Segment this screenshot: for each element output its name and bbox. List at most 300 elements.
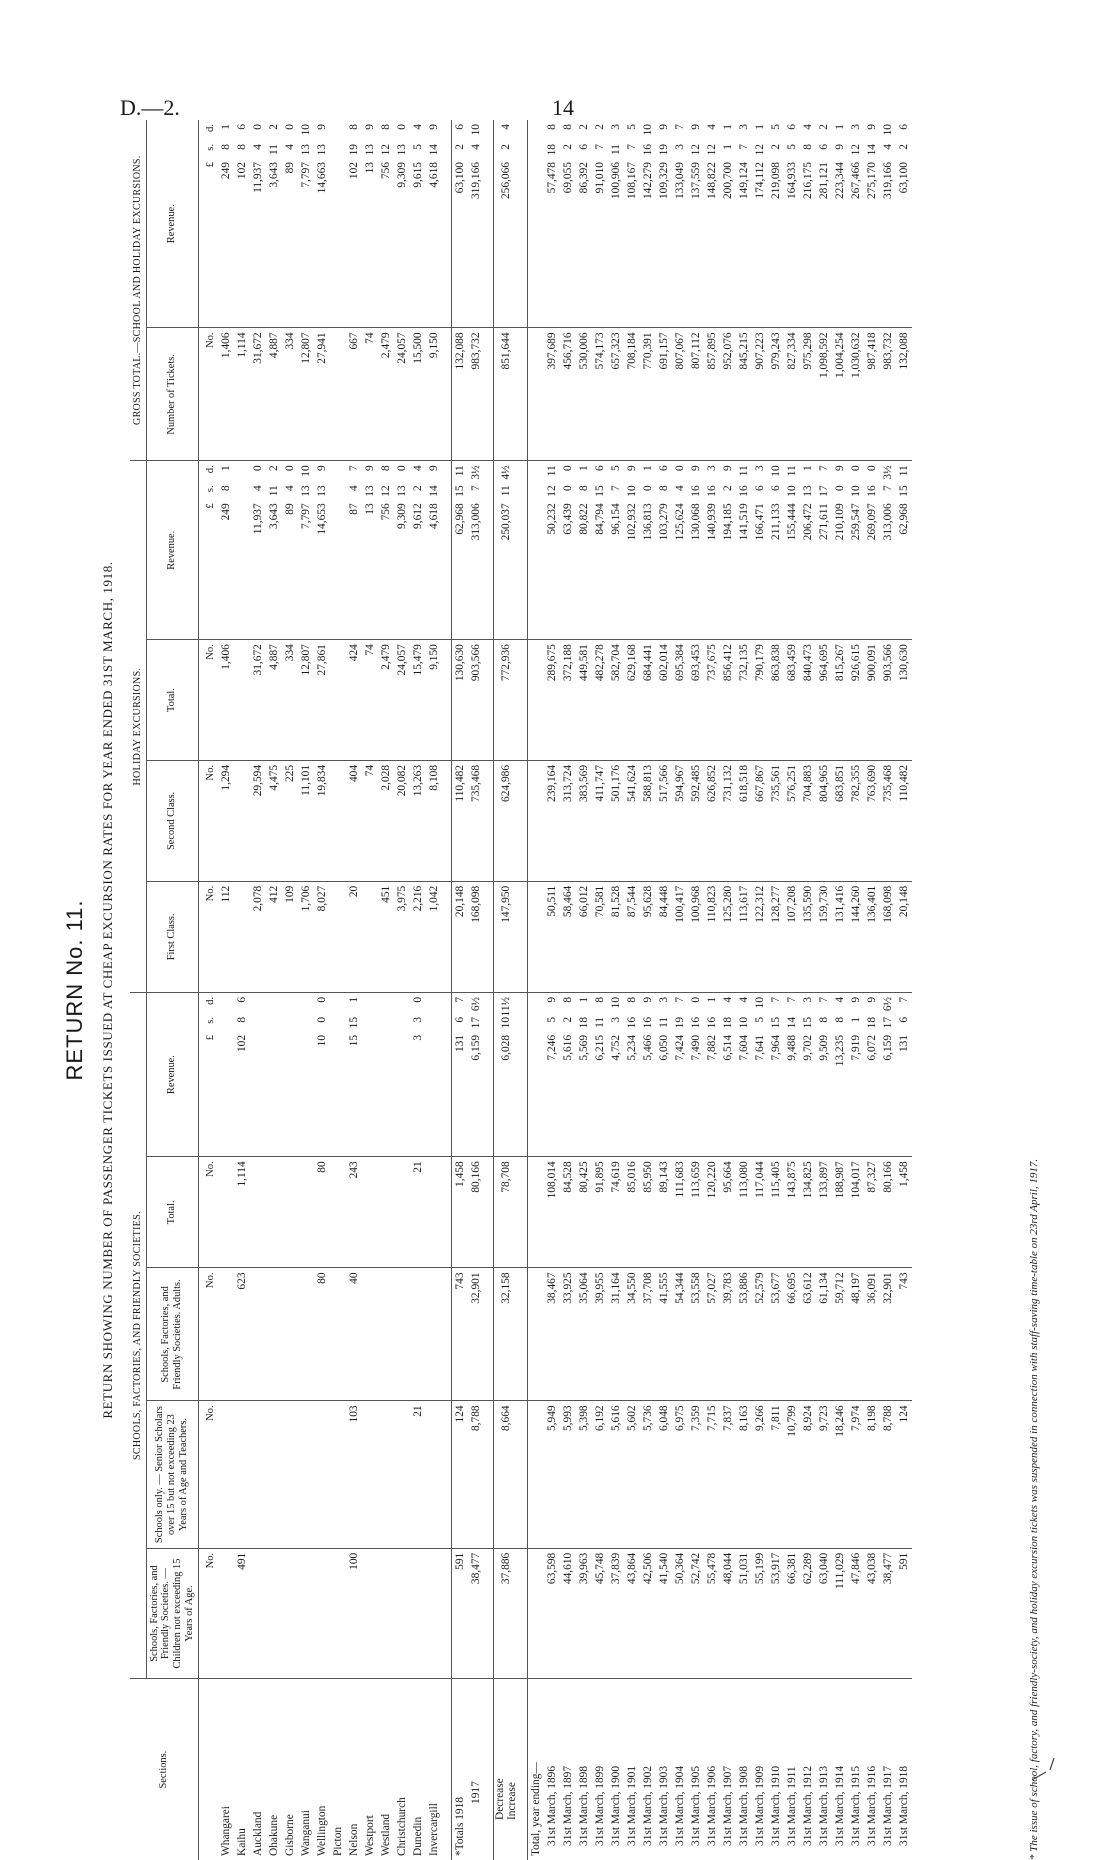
- cell-gross-revenue: [592, 120, 608, 328]
- cell-holiday-total: 334: [282, 640, 298, 761]
- cell-gross-revenue-pence: 9: [866, 124, 879, 130]
- cell-first-class: 70,581: [592, 881, 608, 992]
- cell-holiday-revenue-pounds: 125,624: [674, 503, 687, 541]
- cell-gross-revenue-shillings: 12: [850, 144, 863, 156]
- history-row: [864, 120, 880, 1860]
- cell-schools-revenue-pounds: 7,246: [546, 1034, 559, 1061]
- cell-gross-revenue-pence: 4: [802, 124, 815, 130]
- cell-gross-revenue: [282, 120, 298, 328]
- col-schools-revenue: Revenue.: [146, 992, 199, 1156]
- cell-gross-revenue-pence: 0: [396, 124, 409, 130]
- section-name: Invercargill: [428, 1803, 441, 1856]
- cell-gross-revenue-pence: 9: [316, 124, 329, 130]
- history-year: 31st March, 1911: [786, 1766, 799, 1846]
- cell-schools-revenue-pence: 11½: [500, 996, 513, 1017]
- cell-senior: 5,616: [608, 1401, 624, 1548]
- cell-schools-revenue-shillings: 16: [626, 1016, 639, 1029]
- cell-schools-total: 91,895: [592, 1157, 608, 1268]
- history-year: 31st March, 1913: [818, 1765, 831, 1846]
- cell-children: [314, 1548, 330, 1678]
- cell-schools-revenue-shillings: 1: [850, 1016, 863, 1023]
- cell-adults: [266, 1268, 282, 1401]
- cell-holiday-revenue-pounds: 9,612: [412, 503, 425, 529]
- cell-gross-tickets: 15,500: [410, 328, 426, 461]
- cell-children: [266, 1548, 282, 1678]
- cell-first-class: 3,975: [394, 881, 410, 992]
- cell-gross-revenue-pounds: 89: [284, 162, 297, 174]
- cell-holiday-revenue-pence: 10: [300, 465, 313, 477]
- cell-holiday-revenue: [896, 461, 912, 640]
- unit-no: No.: [199, 1401, 219, 1548]
- cell-children: [250, 1548, 266, 1678]
- cell-holiday-total: 1,406: [218, 640, 234, 761]
- cell-gross-revenue: [394, 120, 410, 328]
- cell-children: 43,038: [864, 1548, 880, 1678]
- unit-pence: d.: [204, 996, 216, 1005]
- cell-second-class: 29,594: [250, 760, 266, 881]
- unit-money: [199, 461, 219, 640]
- cell-second-class: 782,355: [848, 760, 864, 881]
- cell-children: [282, 1548, 298, 1678]
- cell-senior: 5,602: [624, 1401, 640, 1548]
- cell-holiday-revenue: [656, 461, 672, 640]
- cell-gross-revenue-shillings: 1: [722, 144, 735, 150]
- cell-gross-tickets: 952,076: [720, 328, 736, 461]
- section-row: [314, 120, 330, 1860]
- cell-holiday-revenue-pounds: 89: [284, 503, 297, 515]
- cell-first-class: 113,617: [736, 881, 752, 992]
- cell-holiday-revenue-pounds: 84,794: [594, 503, 607, 535]
- cell-first-class: 84,448: [656, 881, 672, 992]
- cell-gross-revenue: [314, 120, 330, 328]
- cell-gross-revenue-pounds: 142,279: [642, 162, 655, 200]
- cell-first-class: 131,416: [832, 881, 848, 992]
- cell-schools-total: 89,143: [656, 1157, 672, 1268]
- cell-schools-revenue: [672, 992, 688, 1156]
- history-year: 31st March, 1903: [658, 1765, 671, 1846]
- cell-schools-total: 113,080: [736, 1157, 752, 1268]
- section-name: Wellington: [316, 1805, 329, 1856]
- cell-gross-revenue-shillings: 2: [770, 144, 783, 150]
- cell-holiday-revenue-pence: 0: [396, 465, 409, 472]
- cell-holiday-total: 9,150: [426, 640, 442, 761]
- cell-gross-revenue-pence: 6: [786, 124, 799, 130]
- cell-adults: 38,467: [544, 1268, 560, 1401]
- cell-holiday-revenue-pence: 9: [626, 465, 639, 472]
- cell-first-class: 2,216: [410, 881, 426, 992]
- cell-holiday-total: 130,630: [896, 640, 912, 761]
- pencil-marks: [1030, 1750, 1070, 1790]
- cell-gross-revenue-pence: 2: [818, 124, 831, 130]
- cell-gross-tickets: 397,689: [544, 328, 560, 461]
- cell-adults: [330, 1268, 346, 1401]
- col-adults: Schools, Factories, and Friendly Societies. Adults.: [146, 1268, 199, 1401]
- cell-schools-revenue-shillings: 10: [738, 1016, 751, 1029]
- cell-schools-revenue-shillings: 5: [546, 1016, 559, 1023]
- cell-gross-tickets: [330, 328, 346, 461]
- cell-schools-revenue-pence: 4: [738, 996, 751, 1003]
- cell-children: 491: [234, 1548, 250, 1678]
- cell-holiday-total: 27,861: [314, 640, 330, 761]
- cell-schools-revenue-shillings: 16: [642, 1016, 655, 1029]
- section-name: Auckland: [252, 1811, 265, 1856]
- cell-children: [378, 1548, 394, 1678]
- cell-holiday-revenue-pence: 9: [722, 465, 735, 472]
- cell-gross-revenue: [880, 120, 896, 328]
- cell-holiday-total: 24,057: [394, 640, 410, 761]
- cell-gross-revenue-pounds: 216,175: [802, 162, 815, 200]
- cell-gross-revenue-pence: 10: [470, 124, 483, 136]
- cell-schools-total: 1,114: [234, 1157, 250, 1268]
- cell-holiday-revenue-shillings: 11: [268, 485, 281, 497]
- cell-holiday-revenue-pounds: 62,968: [454, 503, 467, 535]
- cell-schools-total: 78,708: [494, 1157, 519, 1268]
- cell-schools-total: 95,664: [720, 1157, 736, 1268]
- cell-holiday-total: 74: [362, 640, 378, 761]
- cell-holiday-revenue-shillings: 6: [770, 485, 783, 492]
- cell-schools-revenue-pounds: 5,466: [642, 1034, 655, 1061]
- cell-schools-revenue: [378, 992, 394, 1156]
- cell-gross-revenue: [864, 120, 880, 328]
- history-year: 31st March, 1915: [850, 1765, 863, 1846]
- unit-row: [199, 120, 219, 1860]
- cell-gross-revenue: [816, 120, 832, 328]
- cell-schools-revenue: [544, 992, 560, 1156]
- section-row: [250, 120, 266, 1860]
- cell-children: 63,598: [544, 1548, 560, 1678]
- cell-first-class: 20: [346, 881, 362, 992]
- cell-schools-revenue: [736, 992, 752, 1156]
- cell-schools-revenue: [832, 992, 848, 1156]
- cell-schools-total: 120,220: [704, 1157, 720, 1268]
- cell-gross-revenue: [362, 120, 378, 328]
- cell-adults: 53,677: [768, 1268, 784, 1401]
- cell-gross-tickets: 74: [362, 328, 378, 461]
- cell-first-class: 2,078: [250, 881, 266, 992]
- cell-holiday-revenue: [452, 461, 469, 640]
- history-row: [880, 120, 896, 1860]
- cell-schools-revenue-shillings: 16: [690, 1016, 703, 1029]
- cell-holiday-revenue-pounds: 87: [348, 503, 361, 515]
- history-label-row: [528, 120, 545, 1860]
- cell-holiday-revenue-shillings: 4: [674, 485, 687, 492]
- cell-adults: 52,579: [752, 1268, 768, 1401]
- cell-schools-total: [218, 1157, 234, 1268]
- cell-schools-total: 111,683: [672, 1157, 688, 1268]
- cell-second-class: 624,986: [494, 760, 519, 881]
- cell-senior: 8,788: [468, 1401, 484, 1548]
- cell-schools-revenue-pence: 10: [754, 996, 767, 1009]
- cell-gross-tickets: 987,418: [864, 328, 880, 461]
- cell-schools-revenue: [394, 992, 410, 1156]
- cell-gross-tickets: 9,150: [426, 328, 442, 461]
- section-row: [266, 120, 282, 1860]
- unit-no: No.: [199, 760, 219, 881]
- cell-holiday-revenue-pence: 9: [364, 465, 377, 472]
- cell-holiday-revenue-shillings: 6: [754, 485, 767, 492]
- cell-gross-tickets: 27,941: [314, 328, 330, 461]
- cell-gross-revenue-shillings: 2: [562, 144, 575, 150]
- cell-senior: 8,924: [800, 1401, 816, 1548]
- cell-holiday-revenue: [784, 461, 800, 640]
- cell-gross-tickets: 708,184: [624, 328, 640, 461]
- cell-holiday-revenue-shillings: 13: [802, 485, 815, 497]
- cell-gross-revenue: [832, 120, 848, 328]
- cell-gross-revenue-pence: 6: [898, 124, 911, 130]
- cell-senior: [378, 1401, 394, 1548]
- cell-gross-revenue-pence: 1: [754, 124, 767, 130]
- cell-gross-revenue: [234, 120, 250, 328]
- cell-holiday-revenue-pence: 6: [594, 465, 607, 472]
- cell-schools-total: [298, 1157, 314, 1268]
- cell-gross-revenue-pence: 9: [364, 124, 377, 130]
- cell-schools-total: [426, 1157, 442, 1268]
- cell-gross-revenue: [736, 120, 752, 328]
- cell-adults: 41,555: [656, 1268, 672, 1401]
- history-row: [800, 120, 816, 1860]
- cell-second-class: 541,624: [624, 760, 640, 881]
- cell-holiday-revenue-pounds: 140,939: [706, 503, 719, 541]
- cell-holiday-total: 130,630: [452, 640, 469, 761]
- cell-schools-revenue-shillings: 18: [866, 1016, 879, 1029]
- spacer-row: [518, 120, 528, 1860]
- cell-holiday-revenue: [234, 461, 250, 640]
- cell-schools-revenue-pence: 10: [610, 996, 623, 1009]
- spacer-row: [442, 120, 452, 1860]
- cell-schools-revenue: [282, 992, 298, 1156]
- cell-senior: 8,664: [494, 1401, 519, 1548]
- cell-schools-revenue: [592, 992, 608, 1156]
- cell-holiday-revenue: [314, 461, 330, 640]
- cell-adults: 66,695: [784, 1268, 800, 1401]
- section-row: [378, 120, 394, 1860]
- cell-holiday-revenue: [816, 461, 832, 640]
- cell-first-class: 451: [378, 881, 394, 992]
- cell-schools-total: 243: [346, 1157, 362, 1268]
- cell-holiday-revenue: [394, 461, 410, 640]
- cell-children: [330, 1548, 346, 1678]
- cell-holiday-revenue-shillings: 16: [706, 485, 719, 497]
- cell-gross-revenue: [468, 120, 484, 328]
- cell-gross-revenue-pounds: 137,559: [690, 162, 703, 200]
- cell-children: 52,742: [688, 1548, 704, 1678]
- unit-pound: £: [204, 1034, 216, 1041]
- cell-holiday-revenue: [768, 461, 784, 640]
- cell-first-class: 110,823: [704, 881, 720, 992]
- cell-gross-tickets: 857,895: [704, 328, 720, 461]
- cell-children: 43,864: [624, 1548, 640, 1678]
- section-name: Wanganui: [300, 1810, 313, 1856]
- footnote: * The issue of school, factory, and friendly-society, and holiday excursion tickets was suspended in connection with staff-saving time-table on 23rd April, 1917.: [1028, 1158, 1040, 1860]
- cell-holiday-revenue-pounds: 250,037: [500, 503, 513, 541]
- cell-schools-revenue-pounds: 5,616: [562, 1034, 575, 1061]
- history-row: [704, 120, 720, 1860]
- cell-gross-tickets: 132,088: [452, 328, 469, 461]
- group-gross: GROSS TOTAL.—SCHOOL AND HOLIDAY EXCURSIONS.: [130, 120, 146, 461]
- cell-holiday-revenue-pence: 8: [380, 465, 393, 472]
- cell-gross-revenue-pence: 3: [738, 124, 751, 130]
- return-title: RETURN No. 11.: [62, 899, 87, 1081]
- cell-holiday-revenue-pounds: 62,968: [898, 503, 911, 535]
- unit-pound: £: [204, 162, 216, 168]
- cell-gross-revenue-pounds: 14,663: [316, 162, 329, 194]
- cell-holiday-revenue-pence: 9: [316, 465, 329, 472]
- cell-holiday-revenue-shillings: 17: [818, 485, 831, 497]
- cell-children: [298, 1548, 314, 1678]
- cell-gross-revenue-shillings: 8: [236, 144, 249, 150]
- totals-year: 1917: [470, 1781, 483, 1804]
- cell-gross-revenue-pounds: 148,822: [706, 162, 719, 200]
- cell-senior: [314, 1401, 330, 1548]
- cell-gross-tickets: 132,088: [896, 328, 912, 461]
- cell-schools-revenue-pounds: 7,641: [754, 1034, 767, 1061]
- cell-children: [410, 1548, 426, 1678]
- cell-holiday-revenue-pounds: 80,822: [578, 503, 591, 535]
- cell-holiday-revenue-pence: 9: [428, 465, 441, 472]
- history-year: 31st March, 1910: [770, 1765, 783, 1846]
- cell-gross-revenue-pounds: 3,643: [268, 162, 281, 188]
- cell-first-class: 168,098: [468, 881, 484, 992]
- cell-second-class: 11,101: [298, 760, 314, 881]
- cell-holiday-revenue-pounds: 63,439: [562, 503, 575, 535]
- cell-schools-revenue: [848, 992, 864, 1156]
- cell-gross-tickets: 4,887: [266, 328, 282, 461]
- cell-gross-tickets: 827,334: [784, 328, 800, 461]
- history-year: 31st March, 1916: [866, 1765, 879, 1846]
- cell-holiday-revenue-pounds: 313,006: [882, 503, 895, 541]
- cell-first-class: 107,208: [784, 881, 800, 992]
- cell-gross-revenue-pounds: 91,010: [594, 162, 607, 194]
- col-senior: Schools only. — Senior Scholars over 15 but not exceeding 23 Years of Age and Teachers.: [146, 1401, 199, 1548]
- cell-children: 53,917: [768, 1548, 784, 1678]
- cell-gross-revenue-shillings: 2: [898, 144, 911, 150]
- col-holiday-revenue: Revenue.: [146, 461, 199, 640]
- cell-holiday-revenue: [250, 461, 266, 640]
- cell-gross-revenue: [250, 120, 266, 328]
- cell-holiday-revenue: [752, 461, 768, 640]
- history-year: 31st March, 1905: [690, 1765, 703, 1846]
- cell-holiday-revenue-pounds: 13: [364, 503, 377, 515]
- section-name: Picton: [332, 1826, 345, 1856]
- cell-holiday-revenue-shillings: 14: [428, 485, 441, 497]
- cell-adults: 80: [314, 1268, 330, 1401]
- cell-senior: [298, 1401, 314, 1548]
- cell-senior: 6,975: [672, 1401, 688, 1548]
- cell-schools-revenue-shillings: 0: [316, 1016, 329, 1023]
- cell-gross-revenue-shillings: 18: [546, 144, 559, 156]
- cell-second-class: 667,867: [752, 760, 768, 881]
- cell-holiday-revenue-shillings: 7: [882, 485, 895, 492]
- section-name: Westland: [380, 1813, 393, 1856]
- cell-children: 100: [346, 1548, 362, 1678]
- cell-schools-revenue: [410, 992, 426, 1156]
- cell-gross-revenue-pence: 1: [220, 124, 233, 130]
- cell-gross-revenue-shillings: 4: [882, 144, 895, 150]
- cell-children: 42,506: [640, 1548, 656, 1678]
- cell-children: 47,846: [848, 1548, 864, 1678]
- cell-second-class: 411,747: [592, 760, 608, 881]
- cell-second-class: 239,164: [544, 760, 560, 881]
- unit-no: No.: [199, 881, 219, 992]
- cell-first-class: 50,511: [544, 881, 560, 992]
- cell-first-class: 81,528: [608, 881, 624, 992]
- cell-schools-revenue: [768, 992, 784, 1156]
- cell-adults: 53,886: [736, 1268, 752, 1401]
- cell-schools-revenue-shillings: 6: [898, 1016, 911, 1023]
- cell-gross-revenue-shillings: 9: [834, 144, 847, 150]
- cell-schools-revenue-pence: 9: [850, 996, 863, 1003]
- cell-schools-revenue-shillings: 17: [882, 1016, 895, 1029]
- cell-first-class: 8,027: [314, 881, 330, 992]
- cell-holiday-revenue: [720, 461, 736, 640]
- decrease-row: [494, 120, 519, 1860]
- cell-gross-revenue-pence: 1: [834, 124, 847, 130]
- cell-schools-revenue: [494, 992, 519, 1156]
- cell-gross-revenue-shillings: 6: [818, 144, 831, 150]
- cell-first-class: 128,277: [768, 881, 784, 992]
- cell-gross-tickets: 574,173: [592, 328, 608, 461]
- cell-schools-revenue-pence: 7: [786, 996, 799, 1003]
- cell-first-class: 109: [282, 881, 298, 992]
- section-name: Christchurch: [396, 1797, 409, 1856]
- cell-schools-revenue-pounds: 9,488: [786, 1034, 799, 1061]
- cell-children: 44,610: [560, 1548, 576, 1678]
- section-row: [346, 120, 362, 1860]
- cell-holiday-revenue-shillings: 13: [316, 485, 329, 497]
- cell-gross-revenue-shillings: 4: [284, 144, 297, 150]
- cell-senior: [330, 1401, 346, 1548]
- rotated-table-region: [60, 120, 1040, 1860]
- cell-senior: 5,993: [560, 1401, 576, 1548]
- cell-schools-revenue-pounds: 13,235: [834, 1034, 847, 1067]
- cell-schools-revenue-shillings: 18: [578, 1016, 591, 1029]
- cell-holiday-total: 15,479: [410, 640, 426, 761]
- section-name: Whangarei: [220, 1806, 233, 1856]
- cell-gross-revenue-shillings: 11: [268, 144, 281, 155]
- cell-gross-revenue-pence: 3: [850, 124, 863, 130]
- cell-holiday-revenue-shillings: 12: [380, 485, 393, 497]
- cell-schools-revenue: [250, 992, 266, 1156]
- cell-senior: 8,788: [880, 1401, 896, 1548]
- cell-gross-revenue-shillings: 19: [348, 144, 361, 156]
- decrease-text: Decrease: [494, 1778, 507, 1820]
- cell-schools-revenue: [704, 992, 720, 1156]
- cell-schools-revenue-shillings: 8: [818, 1016, 831, 1023]
- cell-gross-revenue: [656, 120, 672, 328]
- cell-children: [394, 1548, 410, 1678]
- cell-schools-revenue: [452, 992, 469, 1156]
- cell-holiday-revenue: [544, 461, 560, 640]
- cell-gross-revenue: [330, 120, 346, 328]
- col-children: Schools, Factories, and Friendly Societies. — Children not exceeding 15 Years of Age.: [146, 1548, 199, 1678]
- cell-holiday-revenue-shillings: 10: [786, 485, 799, 497]
- cell-schools-revenue-pounds: 3: [412, 1034, 425, 1041]
- cell-holiday-revenue-pounds: 11,937: [252, 503, 265, 535]
- cell-schools-total: 80,166: [880, 1157, 896, 1268]
- cell-first-class: 412: [266, 881, 282, 992]
- cell-schools-total: [378, 1157, 394, 1268]
- cell-schools-revenue: [688, 992, 704, 1156]
- cell-gross-revenue: [688, 120, 704, 328]
- cell-holiday-revenue-shillings: 13: [364, 485, 377, 497]
- cell-gross-revenue-shillings: 12: [380, 144, 393, 156]
- cell-holiday-total: 903,566: [468, 640, 484, 761]
- cell-gross-revenue-pence: 10: [882, 124, 895, 136]
- cell-second-class: [234, 760, 250, 881]
- cell-schools-revenue-pounds: 7,424: [674, 1034, 687, 1061]
- cell-adults: 53,558: [688, 1268, 704, 1401]
- cell-first-class: 136,401: [864, 881, 880, 992]
